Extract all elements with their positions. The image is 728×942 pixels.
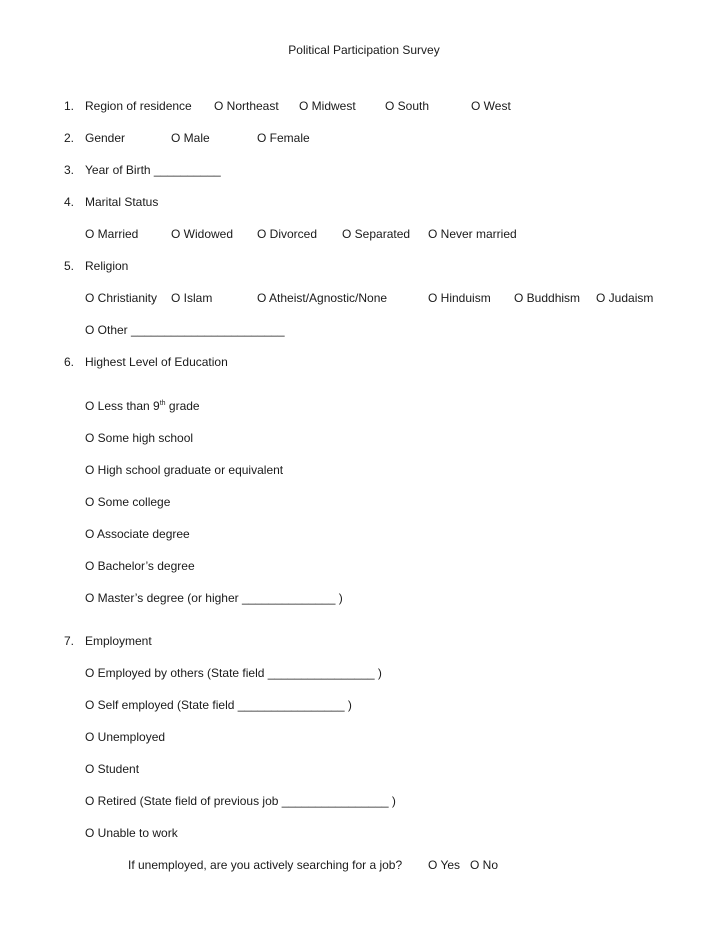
q4-option-widowed[interactable]: O Widowed — [171, 227, 234, 241]
q6-option-associate-degree[interactable]: O Associate degree — [85, 527, 190, 541]
q7-option-retired[interactable]: O Retired (State field of previous job ________________ ) — [85, 794, 396, 808]
q1-number: 1. — [64, 99, 75, 113]
q7-option-student[interactable]: O Student — [85, 762, 140, 776]
q1-option-south[interactable]: O South — [385, 99, 430, 113]
q1-label: Region of residence — [85, 99, 192, 113]
q1-option-northeast[interactable]: O Northeast — [214, 99, 279, 113]
q7-option-unable-to-work[interactable]: O Unable to work — [85, 826, 178, 840]
q5-option-judaism[interactable]: O Judaism — [596, 291, 654, 305]
q6-option-less-than-9th-text: O Less than 9 — [85, 399, 160, 413]
page-title: Political Participation Survey — [288, 43, 440, 57]
q5-number: 5. — [64, 259, 75, 273]
q7-followup-option-no[interactable]: O No — [470, 858, 499, 872]
q7-option-employed-by-others[interactable]: O Employed by others (State field ________________ ) — [85, 666, 382, 680]
q5-option-other[interactable]: O Other _______________________ — [85, 323, 285, 337]
q2-number: 2. — [64, 131, 75, 145]
q4-number: 4. — [64, 195, 75, 209]
q2-label: Gender — [85, 131, 126, 145]
q3-year-of-birth-field[interactable]: Year of Birth __________ — [85, 163, 221, 177]
q5-option-islam[interactable]: O Islam — [171, 291, 213, 305]
q6-number: 6. — [64, 355, 75, 369]
q4-option-married[interactable]: O Married — [85, 227, 139, 241]
q5-option-buddhism[interactable]: O Buddhism — [514, 291, 581, 305]
q3-number: 3. — [64, 163, 75, 177]
q4-option-separated[interactable]: O Separated — [342, 227, 411, 241]
q7-number: 7. — [64, 634, 75, 648]
q4-option-divorced[interactable]: O Divorced — [257, 227, 318, 241]
q5-option-christianity[interactable]: O Christianity — [85, 291, 158, 305]
q7-option-unemployed[interactable]: O Unemployed — [85, 730, 166, 744]
q7-followup-option-yes[interactable]: O Yes — [428, 858, 461, 872]
q5-option-atheist-agnostic-none[interactable]: O Atheist/Agnostic/None — [257, 291, 388, 305]
q5-option-hinduism[interactable]: O Hinduism — [428, 291, 491, 305]
q6-option-less-than-9th-suffix: grade — [165, 399, 200, 413]
q6-option-some-college[interactable]: O Some college — [85, 495, 171, 509]
q4-label: Marital Status — [85, 195, 159, 209]
q4-option-never-married[interactable]: O Never married — [428, 227, 517, 241]
q6-option-some-high-school[interactable]: O Some high school — [85, 431, 194, 445]
q6-option-masters-degree[interactable]: O Master’s degree (or higher ______________ ) — [85, 591, 343, 605]
q2-option-male[interactable]: O Male — [171, 131, 210, 145]
q7-label: Employment — [85, 634, 152, 648]
q1-option-midwest[interactable]: O Midwest — [299, 99, 356, 113]
q1-option-west[interactable]: O West — [471, 99, 511, 113]
q2-option-female[interactable]: O Female — [257, 131, 310, 145]
q6-option-bachelors-degree[interactable]: O Bachelor’s degree — [85, 559, 195, 573]
q6-option-superscript: th — [159, 400, 166, 407]
q5-label: Religion — [85, 259, 129, 273]
q6-label: Highest Level of Education — [85, 355, 228, 369]
q7-option-self-employed[interactable]: O Self employed (State field ________________ ) — [85, 698, 352, 712]
q6-option-less-than-9th[interactable] — [85, 399, 200, 413]
q7-followup-question: If unemployed, are you actively searching for a job? — [128, 858, 403, 872]
q6-option-high-school-graduate[interactable]: O High school graduate or equivalent — [85, 463, 284, 477]
